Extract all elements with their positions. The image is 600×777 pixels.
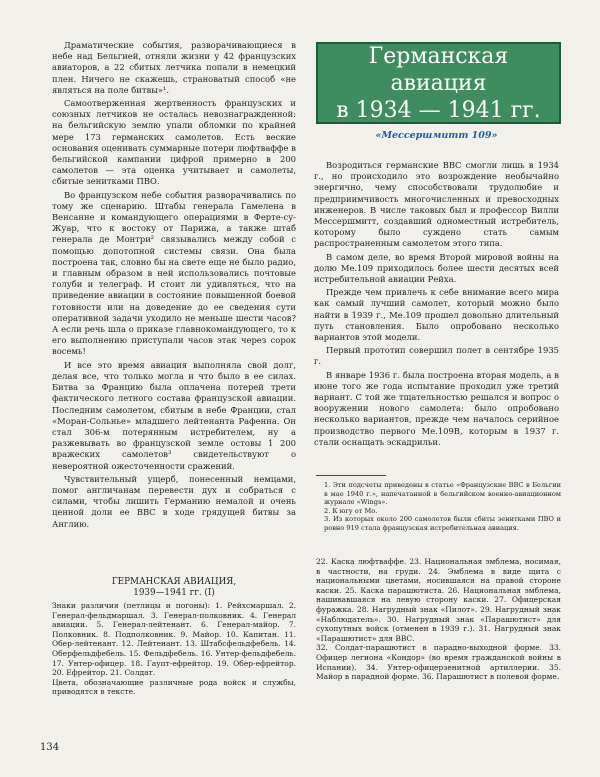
section-title-line1: Германская авиация bbox=[368, 43, 509, 96]
insignia-text: 32. Солдат-парашютист в парадно-выходной форме. 33. Офицер легиона «Кондор» (во время гражданской войны в Испании). 34. Унтер-офицерзенитной артиллерии. 35. Майор в парадной форме. 36. Парашютист в полевой форме. bbox=[316, 643, 561, 682]
insignia-text: Знаки различия (петлицы и погоны): 1. Рейхсмаршал. 2. Генерал-фельдмаршал. 3. Генерал-полковник. 4. Генерал авиации. 5. Генерал-лейтенант. 6. Генерал-майор. 7. Полковник. 8. Подполковник. 9. Майор. 10. Капитан. 11. Обер-лейтенант. 12. Лейтенант. 13. Штабсфельдфебель. 14. Оберфельдфебель. 15. Фельдфебель. 16. Унтер-фельдфебель. 17. Унтер-офицер. 18. Гаупт-ефрейтор. 19. Обер-ефрейтор. 20. Ефрейтор. 21. Солдат. bbox=[52, 601, 296, 678]
page-number: 134 bbox=[40, 742, 60, 753]
section-title-box bbox=[316, 42, 561, 124]
footnotes bbox=[316, 481, 561, 533]
paragraph: В самом деле, во время Второй мировой войны на долю Ме.109 приходилось более шести десятых всей истребительной авиации Рейха. bbox=[314, 251, 559, 285]
paragraph: Первый прототип совершил полет в сентябре 1935 г. bbox=[314, 345, 559, 367]
insignia-note: Цвета, обозначающие различные рода войск и службы, приводятся в тексте. bbox=[52, 677, 296, 697]
paragraph: Драматические события, разворачивающиеся в небе над Бельгией, отняли жизни у 42 французских авиаторов, а 22 сбитых летчика попали в немецкий плен. Ничего не скажешь, страноватый способ «не являться на поле битвы»¹. bbox=[52, 40, 296, 95]
right-text-column bbox=[314, 160, 559, 450]
footnote: 3. Из которых около 200 самолетов были сбиты зенитками ПВО и ровно 919 стала французская истребительная авиация. bbox=[324, 515, 561, 532]
section-title-line2: в 1934 — 1941 гг. bbox=[336, 97, 541, 123]
insignia-title-line2: 1939—1941 гг. (I) bbox=[133, 587, 215, 598]
paragraph: Во французском небе события разворачивались по тому же сценарию. Штабы генерала Гамелена в Венсанне и командующего операциями в Ферте-су-Жуар, что к востоку от Парижа, а также штаб генерала де Монтри² связывались между собой с помощью допотопной системы связи. Она была построена так, словно бы на свете еще не было радио, и главным образом в ней использовались почтовые голуби и телеграф. И стоит ли удивляться, что на приведение авиации в состояние повышенной боевой готовности или на доведение до ее сведения сути оперативной задачи уходило не меньше шести часов? А если речь шла о приказе главнокомандующего, то к его выполнению приступали часов этак через сорок восемь! bbox=[52, 189, 296, 357]
paragraph: Самоотверженная жертвенность французских и союзных летчиков не осталась невознагражденной: на бельгийскую землю упали обломки по крайней мере 173 германских самолетов. Есть веские основания оценивать суммарные потери люфтваффе в бельгийской кампании цифрой примерно в 200 самолетов — эта оценка учитывает и самолеты, сбитые зенитками ПВО. bbox=[52, 98, 296, 187]
paragraph: Возродиться германские ВВС смогли лишь в 1934 г., но происходило это возрождение необычайно энергично, чему способствовали трудолюбие и предприимчивость многочисленных и превосходных инженеров. В числе таковых был и профессор Вилли Мессершмитт, создавший одноместный истребитель, которому было суждено стать самым распространенным самолетом этого типа. bbox=[314, 160, 559, 249]
section-subtitle: «Мессершмитт 109» bbox=[375, 130, 498, 141]
insignia-caption-left bbox=[52, 601, 296, 697]
footnote: 2. К югу от Мо. bbox=[324, 506, 378, 515]
left-text-column bbox=[52, 40, 296, 532]
insignia-caption-right bbox=[316, 557, 561, 682]
footnote-divider bbox=[316, 475, 386, 476]
insignia-caption-title bbox=[52, 577, 296, 598]
insignia-text: 22. Каска люфтваффе. 23. Национальная эмблема, носимая, в частности, на груди. 24. Эмблема в виде щита с национальными цветами, носившаяся на правой стороне каски. 25. Каска парашютиста. 26. Национальная эмблема, нашивавшаяся на левую сторону каски. 27. Офицерская фуражка. 28. Нагрудный знак «Пилот». 29. Нагрудный знак «Наблюдатель». 30. Нагрудный знак «Парашютист» для сухопутных войск (отменен в 1939 г.). 31. Нагрудный знак «Парашютист» для ВВС. bbox=[316, 557, 561, 643]
paragraph: Прежде чем привлечь к себе внимание всего мира как самый лучший самолет, который можно было найти в 1939 г., Ме.109 прошел довольно длительный путь становления. Было опробовано несколько вариантов этой модели. bbox=[314, 287, 559, 343]
footnote: 1. Эти подсчеты приведены в статье «Французские ВВС в Бельгии в мае 1940 г.», напечатанной в бельгийском военно-авиационном журнале «Wings». bbox=[324, 481, 561, 507]
insignia-title-line1: ГЕРМАНСКАЯ АВИАЦИЯ, bbox=[111, 577, 237, 587]
paragraph: Чувствительный ущерб, понесенный немцами, помог англичанам перевести дух и собраться с силами, чтобы лишить Германию немалой и очень ценной доли ее ВВС в ходе грядущей битвы за Англию. bbox=[52, 473, 296, 529]
paragraph: В январе 1936 г. была построена вторая модель, а в июне того же года испытание проходил уже третий вариант. С той же тщательностью решался и вопрос о вооружении нового самолета: было опробовано несколько вариантов, прежде чем началось серийное производство первого Ме.109В, которым в 1937 г. стали оснащать эскадрильи. bbox=[314, 369, 559, 447]
paragraph: И все это время авиация выполняла свой долг, делая все, что только могла и что было в ее силах. Битва за Францию была оплачена потерей трети фактического летного состава французской авиации. Последним самолетом, сбитым в небе Франции, стал «Моран-Сольнье» младшего лейтенанта Рафенна. Он стал 306-м потерянным истребителем, ну а разжевывать во французской земле остовы 1 200 вражеских самолетов³ свидетельствуют о невероятной ожесточенности сражений. bbox=[52, 359, 296, 471]
